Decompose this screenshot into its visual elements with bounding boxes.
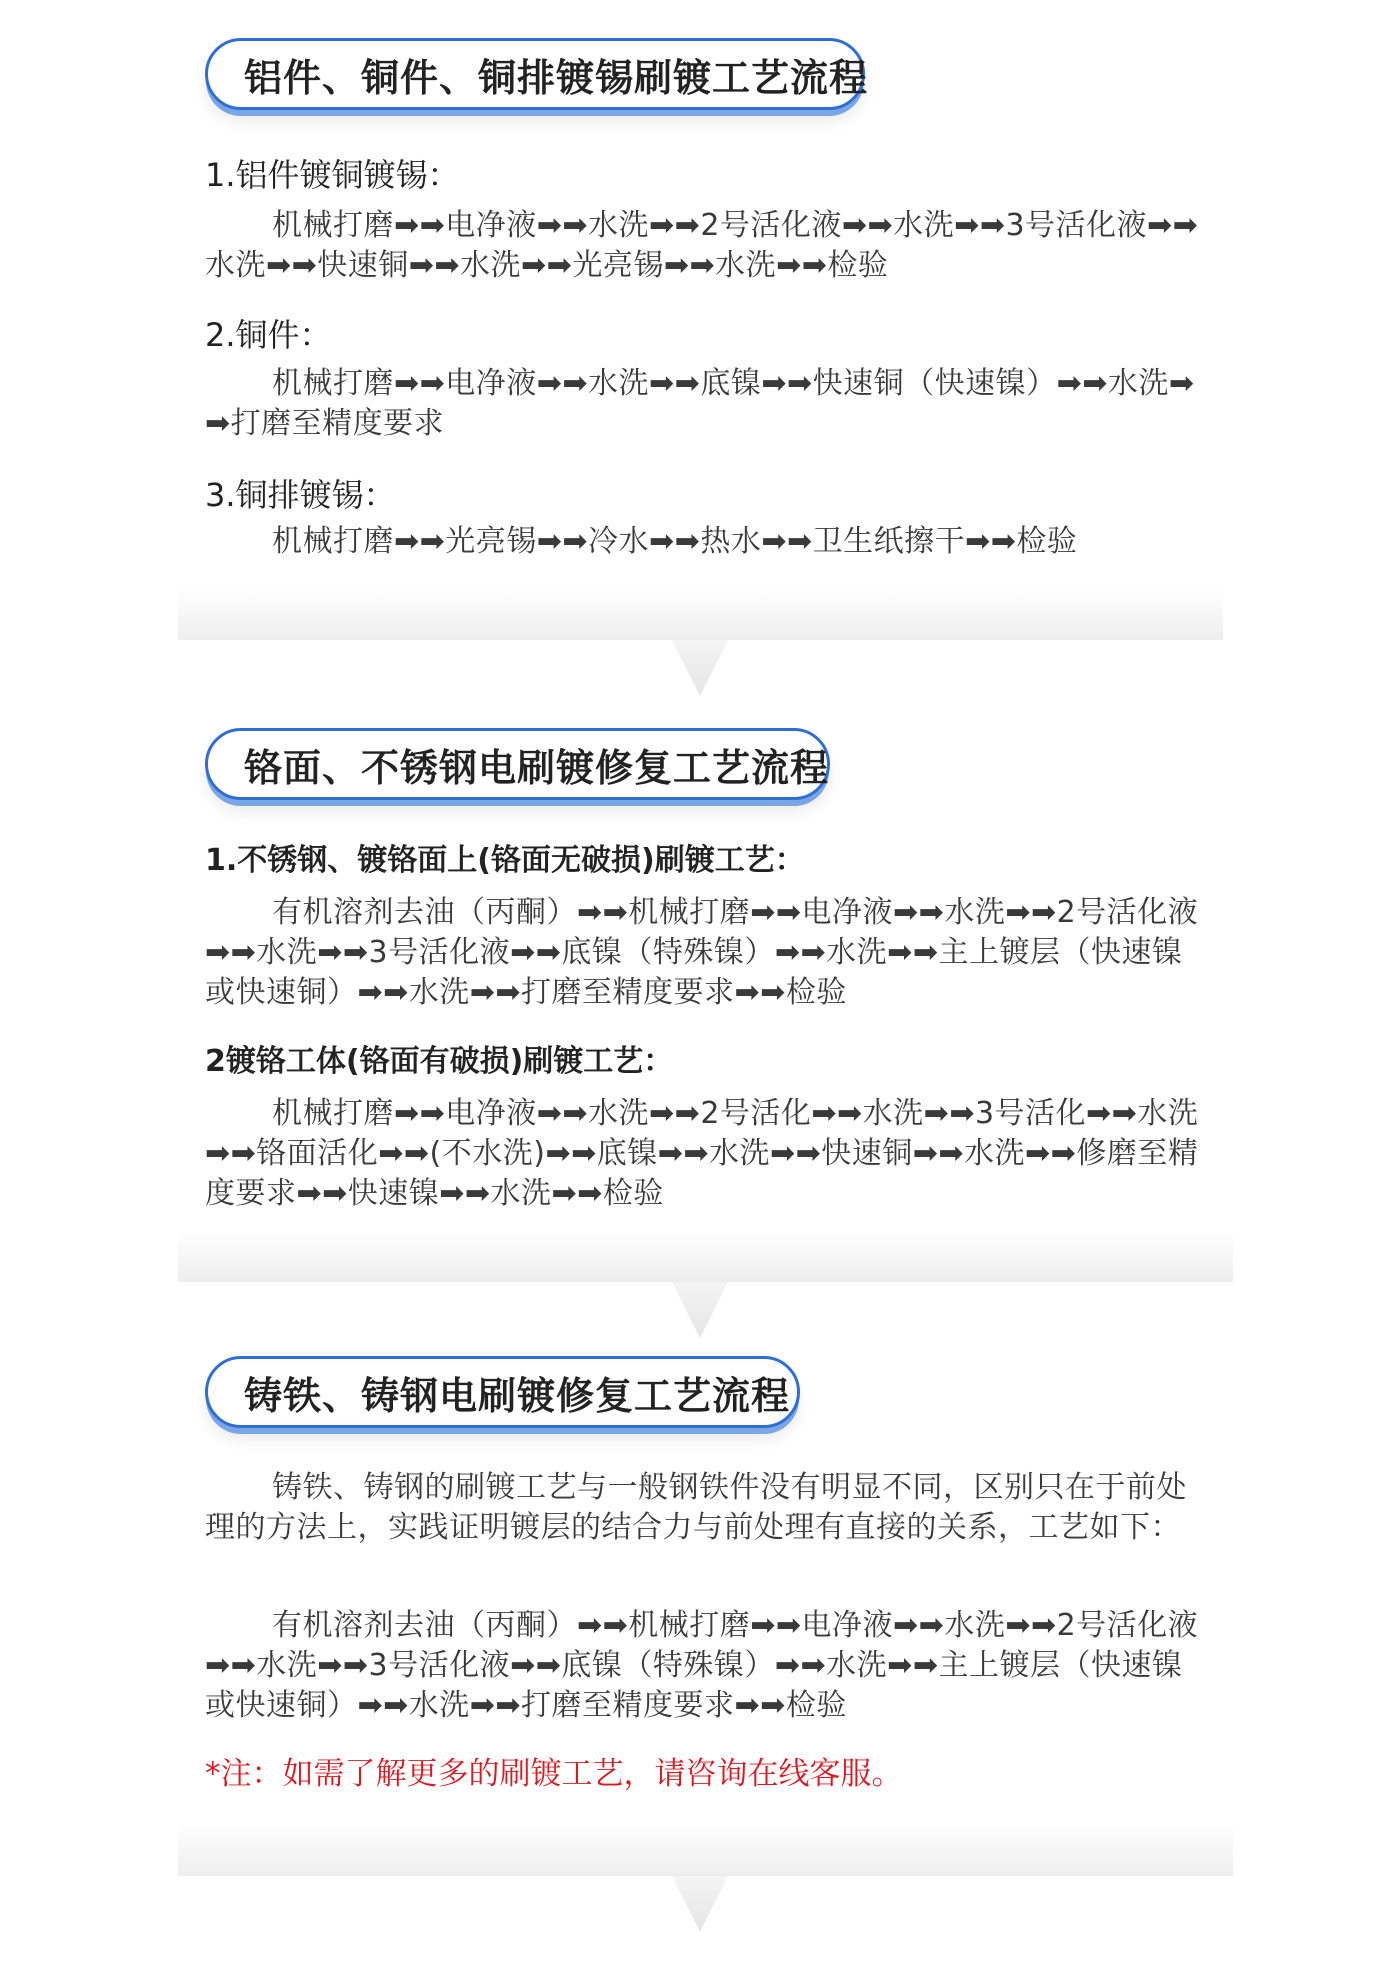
s1-item1-text: 机械打磨➡➡电净液➡➡水洗➡➡2号活化液➡➡水洗➡➡3号活化液➡➡水洗➡➡快速铜➡➡水洗➡➡光亮锡➡➡水洗➡➡检验 <box>205 208 1199 283</box>
section2-divider <box>178 1230 1233 1282</box>
section2-divider-notch <box>672 1282 728 1338</box>
s3-intro: 铸铁、铸钢的刷镀工艺与一般钢铁件没有明显不同，区别只在于前处理的方法上，实践证明镀层的结合力与前处理有直接的关系，工艺如下： <box>205 1470 1187 1545</box>
s2-item1-heading: 1.不锈钢、镀铬面上(铬面无破损)刷镀工艺： <box>205 843 805 878</box>
s2-item1-text: 有机溶剂去油（丙酮）➡➡机械打磨➡➡电净液➡➡水洗➡➡2号活化液➡➡水洗➡➡3号活化液➡➡底镍（特殊镍）➡➡水洗➡➡主上镀层（快速镍或快速铜）➡➡水洗➡➡打磨至精度要求➡➡检验 <box>205 895 1199 1010</box>
section1-title: 铝件、铜件、铜排镀锡刷镀工艺流程 <box>244 55 869 100</box>
s2-item2-text: 机械打磨➡➡电净液➡➡水洗➡➡2号活化➡➡水洗➡➡3号活化➡➡水洗➡➡铬面活化➡➡(不水洗)➡➡底镍➡➡水洗➡➡快速铜➡➡水洗➡➡修磨至精度要求➡➡快速镍➡➡水洗➡➡检验 <box>205 1096 1199 1211</box>
s3-process-text: 有机溶剂去油（丙酮）➡➡机械打磨➡➡电净液➡➡水洗➡➡2号活化液➡➡水洗➡➡3号活化液➡➡底镍（特殊镍）➡➡水洗➡➡主上镀层（快速镍或快速铜）➡➡水洗➡➡打磨至精度要求➡➡检验 <box>205 1608 1199 1723</box>
s3-note: *注：如需了解更多的刷镀工艺，请咨询在线客服。 <box>205 1756 903 1792</box>
s1-item3-text: 机械打磨➡➡光亮锡➡➡冷水➡➡热水➡➡卫生纸擦干➡➡检验 <box>272 524 1078 559</box>
section1-title-pill <box>205 38 869 110</box>
section3-title-pill <box>205 1356 800 1428</box>
section2-title: 铬面、不锈钢电刷镀修复工艺流程 <box>244 745 830 790</box>
s1-item3-heading: 3.铜排镀锡： <box>205 476 396 514</box>
s1-item1-heading: 1.铝件镀铜镀锡： <box>205 156 460 194</box>
s1-item2-text: 机械打磨➡➡电净液➡➡水洗➡➡底镍➡➡快速铜（快速镍）➡➡水洗➡➡打磨至精度要求 <box>205 366 1195 441</box>
section3-divider-notch <box>672 1876 728 1932</box>
section3-divider <box>178 1824 1233 1876</box>
s1-item2-heading: 2.铜件： <box>205 316 332 354</box>
section2-title-pill <box>205 728 830 800</box>
section3-title: 铸铁、铸钢电刷镀修复工艺流程 <box>244 1373 791 1418</box>
section1-divider-notch <box>672 640 728 696</box>
s2-item2-heading: 2镀铬工体(铬面有破损)刷镀工艺： <box>205 1044 674 1079</box>
section1-divider <box>178 588 1223 640</box>
